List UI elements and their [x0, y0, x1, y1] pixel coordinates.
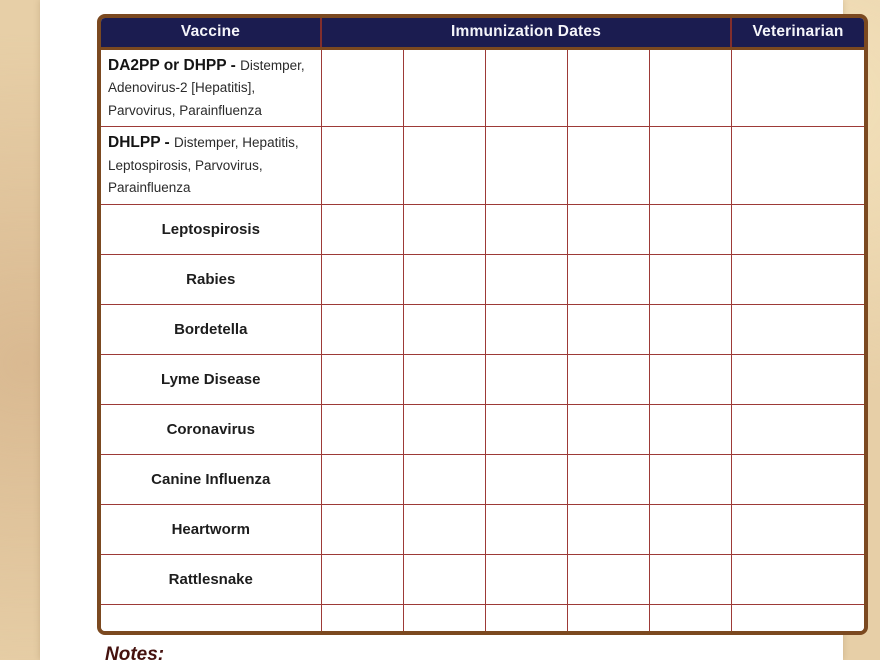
immunization-date-cell [649, 454, 731, 504]
table-row [101, 454, 864, 504]
immunization-date-cell [649, 204, 731, 254]
veterinarian-cell [731, 404, 864, 454]
immunization-date-cell [485, 254, 567, 304]
header-veterinarian: Veterinarian [731, 18, 864, 48]
immunization-date-cell [567, 254, 649, 304]
immunization-date-cell [321, 254, 403, 304]
table-row [101, 48, 864, 127]
vaccine-table [101, 18, 864, 635]
table-row [101, 354, 864, 404]
veterinarian-cell [731, 554, 864, 604]
vaccine-name: DA2PP or DHPP - [108, 56, 241, 74]
immunization-date-cell [403, 48, 485, 127]
table-row [101, 304, 864, 354]
immunization-date-cell [649, 504, 731, 554]
immunization-date-cell [485, 204, 567, 254]
immunization-date-cell [485, 48, 567, 127]
immunization-date-cell [649, 404, 731, 454]
immunization-date-cell [567, 204, 649, 254]
vaccine-name-cell [101, 604, 321, 635]
immunization-date-cell [649, 127, 731, 205]
immunization-date-cell [403, 454, 485, 504]
immunization-date-cell [403, 304, 485, 354]
immunization-date-cell [567, 454, 649, 504]
immunization-date-cell [321, 48, 403, 127]
immunization-date-cell [649, 554, 731, 604]
immunization-date-cell [485, 604, 567, 635]
immunization-date-cell [403, 204, 485, 254]
vaccine-name-cell: Leptospirosis [101, 204, 321, 254]
vaccine-name-cell: Rabies [101, 254, 321, 304]
veterinarian-cell [731, 254, 864, 304]
immunization-date-cell [567, 354, 649, 404]
table-row [101, 127, 864, 205]
vaccine-name-cell: Bordetella [101, 304, 321, 354]
veterinarian-cell [731, 204, 864, 254]
immunization-date-cell [485, 127, 567, 205]
immunization-date-cell [321, 304, 403, 354]
vaccine-name-cell [101, 48, 321, 127]
immunization-date-cell [649, 604, 731, 635]
vaccine-name-cell [101, 127, 321, 205]
veterinarian-cell [731, 454, 864, 504]
header-vaccine: Vaccine [101, 18, 321, 48]
immunization-date-cell [485, 404, 567, 454]
immunization-date-cell [649, 354, 731, 404]
vaccine-name-cell: Coronavirus [101, 404, 321, 454]
table-body [101, 48, 864, 635]
document-sheet [40, 0, 843, 660]
table-row [101, 604, 864, 635]
immunization-date-cell [403, 604, 485, 635]
vaccine-description: Distemper, Adenovirus-2 [Hepatitis], Parvovirus, Parainfluenza [108, 57, 305, 118]
immunization-date-cell [649, 48, 731, 127]
immunization-date-cell [403, 127, 485, 205]
immunization-date-cell [567, 48, 649, 127]
immunization-date-cell [567, 404, 649, 454]
vaccine-name: DHLPP - [108, 134, 175, 151]
immunization-date-cell [403, 404, 485, 454]
immunization-date-cell [321, 554, 403, 604]
vaccine-name-cell: Canine Influenza [101, 454, 321, 504]
immunization-date-cell [567, 554, 649, 604]
immunization-date-cell [321, 404, 403, 454]
immunization-date-cell [485, 504, 567, 554]
immunization-date-cell [485, 454, 567, 504]
immunization-date-cell [321, 604, 403, 635]
notes-label: Notes: [105, 644, 165, 660]
veterinarian-cell [731, 48, 864, 127]
immunization-date-cell [403, 254, 485, 304]
vaccine-name-cell: Rattlesnake [101, 554, 321, 604]
vaccine-name-cell: Lyme Disease [101, 354, 321, 404]
immunization-date-cell [321, 127, 403, 205]
immunization-date-cell [649, 254, 731, 304]
immunization-date-cell [321, 504, 403, 554]
immunization-date-cell [485, 354, 567, 404]
veterinarian-cell [731, 304, 864, 354]
immunization-date-cell [321, 354, 403, 404]
table-row [101, 404, 864, 454]
immunization-date-cell [567, 504, 649, 554]
immunization-date-cell [567, 604, 649, 635]
table-row [101, 254, 864, 304]
table-row [101, 554, 864, 604]
veterinarian-cell [731, 604, 864, 635]
immunization-date-cell [649, 304, 731, 354]
immunization-date-cell [403, 554, 485, 604]
veterinarian-cell [731, 504, 864, 554]
veterinarian-cell [731, 354, 864, 404]
vaccine-description: Distemper, Hepatitis, Leptospirosis, Parvovirus, Parainfluenza [108, 135, 299, 195]
immunization-date-cell [403, 504, 485, 554]
header-immunization-dates: Immunization Dates [321, 18, 731, 48]
immunization-date-cell [485, 554, 567, 604]
immunization-date-cell [321, 454, 403, 504]
immunization-date-cell [485, 304, 567, 354]
vaccination-record-table [97, 14, 868, 635]
table-row [101, 504, 864, 554]
vaccine-name-cell: Heartworm [101, 504, 321, 554]
veterinarian-cell [731, 127, 864, 205]
immunization-date-cell [321, 204, 403, 254]
table-row [101, 204, 864, 254]
immunization-date-cell [567, 127, 649, 205]
immunization-date-cell [403, 354, 485, 404]
immunization-date-cell [567, 304, 649, 354]
header-row [101, 18, 864, 48]
